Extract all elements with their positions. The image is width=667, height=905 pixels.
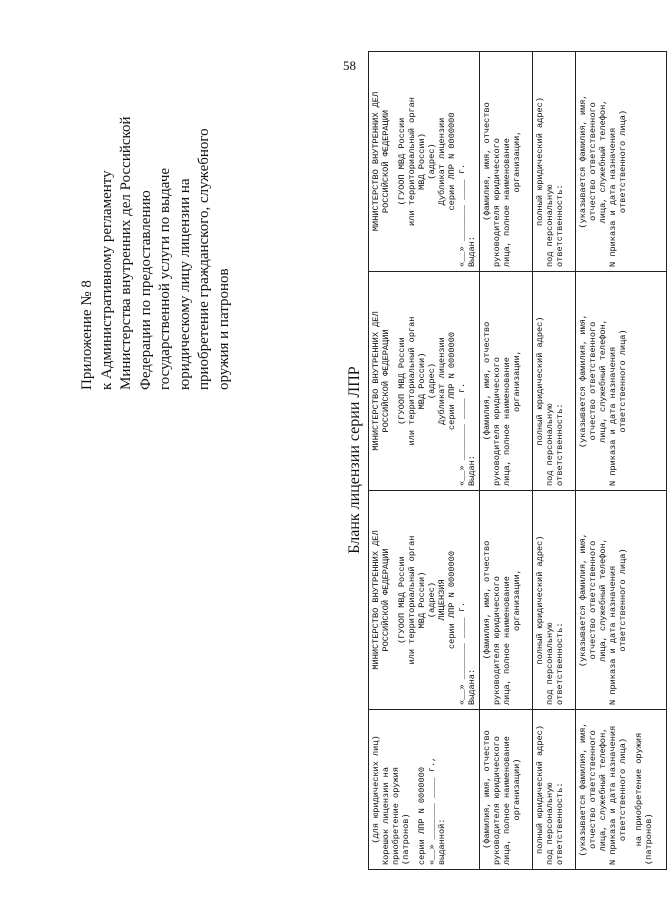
license-address-cell bbox=[533, 491, 576, 710]
ministry-name: МИНИСТЕРСТВО ВНУТРЕННИХ ДЕЛ bbox=[371, 311, 381, 451]
org-hint: руководителя юридического bbox=[492, 357, 502, 486]
stub-header-text: (для юридических лиц) bbox=[371, 735, 381, 844]
address-hint: (адрес) bbox=[427, 362, 437, 400]
duplicate-series: серии ЛПР N 0000000 bbox=[447, 332, 457, 430]
appendix-header bbox=[78, 60, 234, 390]
duplicate-responsible-cell bbox=[576, 272, 667, 491]
issuing-body: или территориальный орган bbox=[407, 316, 417, 446]
issuing-body: (ГУООП МВД России bbox=[397, 337, 407, 425]
responsible-hint: N приказа и дата назначения bbox=[608, 725, 618, 865]
responsible-hint: (указывается фамилия, имя, bbox=[578, 94, 588, 229]
responsible-hint: (указывается фамилия, имя, bbox=[578, 532, 588, 668]
license-header-cell bbox=[369, 491, 480, 710]
form-row-responsible bbox=[576, 52, 667, 870]
responsible-hint: ответственного лица) bbox=[618, 737, 628, 842]
issuing-body: МВД России) bbox=[417, 571, 427, 629]
appendix-line: Приложение № 8 bbox=[79, 280, 95, 390]
appendix-line: оружия и патронов bbox=[215, 268, 232, 390]
duplicate-series: серии ЛПР N 0000000 bbox=[447, 112, 457, 211]
address-hint: полный юридический адрес) bbox=[535, 725, 545, 854]
org-hint: организации, bbox=[512, 350, 522, 412]
license-responsible-cell bbox=[576, 491, 667, 710]
page-number: 58 bbox=[343, 58, 356, 73]
document-type: ЛИЦЕНЗИЯ bbox=[437, 579, 447, 621]
stub-series: серии ЛПР N 0000000 bbox=[417, 767, 427, 865]
responsible-hint: отчество ответственного bbox=[588, 730, 598, 849]
appendix-line: Федерации по предоставлению bbox=[137, 190, 154, 390]
address-hint: (адрес) bbox=[427, 581, 437, 619]
purpose-text: (патронов) bbox=[644, 813, 654, 865]
stub-header-text: Корешок лицензии на bbox=[381, 767, 391, 865]
duplicate2-holder-cell bbox=[480, 52, 533, 272]
address-hint: полный юридический адрес) bbox=[535, 316, 545, 446]
form-row-holder bbox=[480, 52, 533, 870]
responsible-hint: отчество ответственного bbox=[588, 102, 598, 221]
responsible-hint: ответственного лица) bbox=[618, 548, 628, 652]
stub-date: «__» _______ ____ г., bbox=[427, 756, 437, 865]
ministry-name: МИНИСТЕРСТВО ВНУТРЕННИХ ДЕЛ bbox=[371, 530, 381, 670]
name-hint: (фамилия, имя, отчество bbox=[482, 540, 492, 660]
stub-header-text: приобретение оружия bbox=[391, 767, 401, 865]
duplicate-holder-cell bbox=[480, 272, 533, 491]
responsibility-label: ответственность: bbox=[555, 184, 565, 267]
duplicate-address-cell bbox=[533, 272, 576, 491]
duplicate-date: «__» _______ ____ г. bbox=[457, 382, 467, 486]
name-hint: (фамилия, имя, отчество bbox=[482, 321, 492, 441]
address-hint: полный юридический адрес) bbox=[535, 97, 545, 226]
appendix-line: Министерства внутренних дел Российской bbox=[118, 116, 134, 390]
address-hint: (адрес) bbox=[427, 143, 437, 180]
license-issued-label: Выдана: bbox=[467, 668, 477, 705]
responsibility-label: под персональную bbox=[545, 622, 555, 705]
responsible-hint: N приказа и дата назначения bbox=[608, 565, 618, 705]
stub-header-cell bbox=[369, 710, 480, 870]
purpose-text: на приобретение оружия bbox=[634, 732, 644, 847]
org-hint: лица, полное наименование bbox=[502, 138, 512, 267]
org-hint: руководителя юридического bbox=[492, 138, 502, 267]
org-hint: организации, bbox=[512, 569, 522, 631]
issuing-body: (ГУООП МВД России bbox=[397, 117, 407, 206]
document-type: Дубликат лицензии bbox=[437, 117, 447, 206]
responsible-hint: ответственного лица) bbox=[618, 329, 628, 433]
responsible-hint: отчество ответственного bbox=[588, 321, 598, 441]
org-hint: лица, полное наименование bbox=[502, 357, 512, 486]
duplicate-date: «__» _______ ____ г. bbox=[457, 163, 467, 267]
duplicate-header-cell bbox=[369, 272, 480, 491]
responsible-hint: ответственного лица) bbox=[618, 109, 628, 214]
stub-responsible-cell bbox=[576, 710, 667, 870]
issuing-body: МВД России) bbox=[417, 133, 427, 190]
responsibility-label: под персональную bbox=[545, 403, 555, 486]
appendix-line: государственной услуги по выдаче bbox=[157, 167, 173, 390]
issuing-body: или территориальный орган bbox=[407, 535, 417, 665]
responsible-hint: отчество ответственного bbox=[588, 540, 598, 660]
issuing-body: или территориальный орган bbox=[407, 97, 417, 226]
responsible-hint: лица, служебный телефон, bbox=[598, 99, 608, 224]
responsibility-label: ответственность: bbox=[555, 622, 565, 705]
appendix-line: к Административному регламенту bbox=[98, 170, 115, 390]
form-row-header bbox=[369, 52, 480, 870]
responsible-hint: N приказа и дата назначения bbox=[608, 127, 618, 267]
license-holder-cell bbox=[480, 491, 533, 710]
stub-address-cell bbox=[533, 710, 576, 870]
responsible-hint: (указывается фамилия, имя, bbox=[578, 313, 588, 449]
responsibility-label: под персональную bbox=[545, 782, 555, 865]
stub-issued-label: выданной: bbox=[437, 818, 447, 865]
responsible-hint: лица, служебный телефон, bbox=[598, 538, 608, 662]
duplicate-issued-label: Выдан: bbox=[467, 236, 477, 267]
duplicate2-address-cell bbox=[533, 52, 576, 272]
name-hint: (фамилия, имя, отчество bbox=[482, 102, 492, 221]
rotated-page-content bbox=[78, 50, 654, 870]
stub-holder-cell bbox=[480, 710, 533, 870]
duplicate2-responsible-cell bbox=[576, 52, 667, 272]
stub-header-text: (патронов) bbox=[401, 813, 411, 865]
org-hint: организации, bbox=[512, 130, 522, 193]
responsible-hint: лица, служебный телефон, bbox=[598, 727, 608, 852]
license-date: «__» _______ ____ г. bbox=[457, 601, 467, 705]
duplicate2-header-cell bbox=[369, 52, 480, 272]
form-title: Бланк лицензии серии ЛПР bbox=[346, 366, 363, 554]
license-form-table bbox=[368, 51, 667, 870]
form-row-address bbox=[533, 52, 576, 870]
appendix-line: юридическому лицу лицензии на bbox=[176, 178, 193, 390]
org-hint: руководителя юридического bbox=[492, 576, 502, 705]
org-hint: лица, полное наименование bbox=[502, 576, 512, 705]
responsible-hint: лица, служебный телефон, bbox=[598, 319, 608, 443]
responsibility-label: под персональную bbox=[545, 184, 555, 267]
ministry-name: РОССИЙСКОЙ ФЕДЕРАЦИИ bbox=[381, 548, 391, 652]
ministry-name: РОССИЙСКОЙ ФЕДЕРАЦИИ bbox=[381, 329, 391, 433]
license-series: серии ЛПР N 0000000 bbox=[447, 551, 457, 649]
org-hint: организации) bbox=[512, 758, 522, 821]
address-hint: полный юридический адрес) bbox=[535, 535, 545, 665]
name-hint: (фамилия, имя, отчество bbox=[482, 730, 492, 849]
appendix-line: приобретение гражданского, служебного bbox=[196, 128, 212, 390]
responsibility-label: ответственность: bbox=[555, 782, 565, 865]
ministry-name: РОССИЙСКОЙ ФЕДЕРАЦИИ bbox=[381, 109, 391, 214]
ministry-name: МИНИСТЕРСТВО ВНУТРЕННИХ ДЕЛ bbox=[371, 91, 381, 232]
document-type: Дубликат лицензии bbox=[437, 337, 447, 425]
issuing-body: МВД России) bbox=[417, 352, 427, 410]
responsibility-label: ответственность: bbox=[555, 403, 565, 486]
org-hint: лица, полное наименование bbox=[502, 736, 512, 865]
issuing-body: (ГУООП МВД России bbox=[397, 556, 407, 644]
duplicate-issued-label: Выдан: bbox=[467, 455, 477, 486]
responsible-hint: (указывается фамилия, имя, bbox=[578, 722, 588, 857]
org-hint: руководителя юридического bbox=[492, 736, 502, 865]
responsible-hint: N приказа и дата назначения bbox=[608, 346, 618, 486]
